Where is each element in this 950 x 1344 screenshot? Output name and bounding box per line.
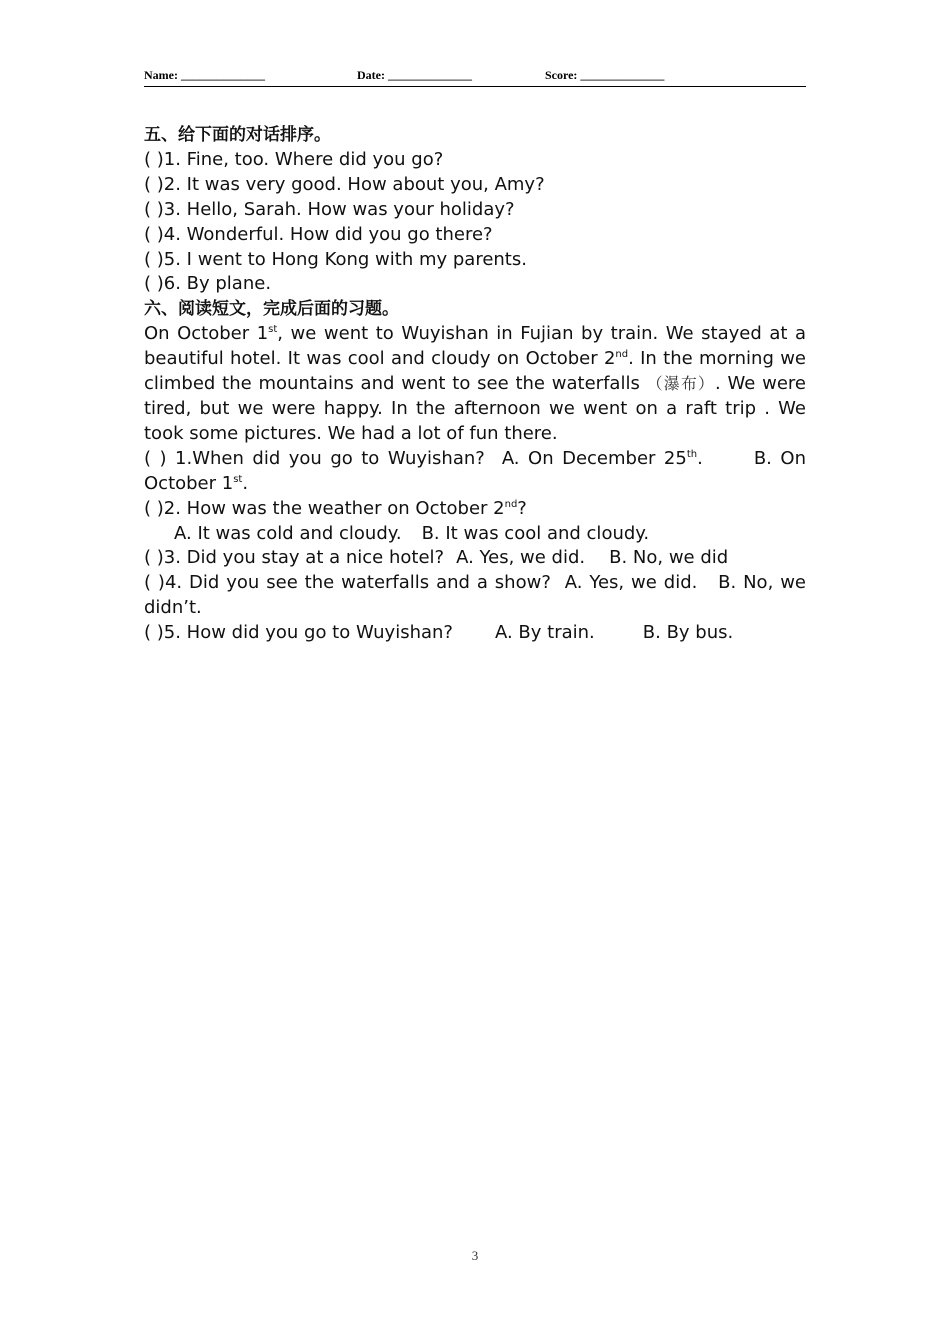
q4-option-b: B. No, we didn’t.: [144, 572, 807, 619]
score-field-label: Score: ______________: [545, 68, 665, 82]
q4-option-a: A. Yes, we did.: [564, 572, 698, 594]
page-number: 3: [471, 1248, 479, 1263]
header-bar: [144, 68, 806, 87]
q3-option-b: B. No, we did: [609, 547, 729, 569]
passage-part-3: . In the morning we climbed the mountains and went to see the waterfalls: [144, 348, 806, 395]
passage-sup-1: st: [268, 324, 278, 336]
section5-item-4: ( )4. Wonderful. How did you go there?: [144, 223, 493, 245]
worksheet-content: [144, 123, 806, 646]
q3-option-a: A. Yes, we did.: [456, 547, 586, 569]
q5-option-b: B. By bus.: [642, 622, 734, 644]
passage-chinese-note: （瀑布）: [646, 374, 715, 394]
reading-passage: [144, 322, 806, 447]
section5-title: 五、给下面的对话排序。: [144, 125, 331, 145]
q1-option-b: B. On October 1: [144, 447, 806, 494]
section5-item-6: ( )6. By plane.: [144, 273, 272, 295]
question-5: [144, 621, 806, 646]
question-1: [144, 447, 806, 497]
q2-stem: ( )2. How was the weather on October 2: [144, 497, 505, 519]
q1-option-b-end: .: [242, 472, 249, 494]
q5-option-a: A. By train.: [494, 622, 595, 644]
q1-option-b-sup: st: [233, 473, 243, 485]
q1-option-a: A. On December 25: [501, 447, 687, 469]
q2-option-a: A. It was cold and cloudy.: [174, 522, 402, 544]
q1-option-a-sup: th: [686, 448, 698, 460]
q5-stem: ( )5. How did you go to Wuyishan?: [144, 622, 453, 644]
q1-option-a-end: .: [697, 447, 703, 469]
section5-item-5: ( )5. I went to Hong Kong with my parents.: [144, 248, 527, 270]
passage-part-4: . We were tired, but we were happy. In the afternoon we went on a raft trip . We took some pictures. We had a lot of fun there.: [144, 373, 806, 444]
question-3: [144, 546, 806, 571]
q2-stem-end: ?: [517, 497, 527, 519]
section5-item-1: ( )1. Fine, too. Where did you go?: [144, 148, 444, 170]
question-2-options: [144, 522, 806, 547]
section5-item-3: ( )3. Hello, Sarah. How was your holiday?: [144, 198, 515, 220]
question-2-stem-line: [144, 497, 806, 522]
section6-title: 六、阅读短文，完成后面的习题。: [144, 299, 399, 320]
q3-stem: ( )3. Did you stay at a nice hotel?: [144, 547, 445, 569]
passage-part-2: , we went to Wuyishan in Fujian by train. We stayed at a beautiful hotel. It was cool and cloudy on October 2: [144, 323, 806, 370]
section5-item-2: ( )2. It was very good. How about you, Amy?: [144, 173, 545, 195]
q2-option-b: B. It was cool and cloudy.: [421, 522, 650, 544]
passage-sup-2: nd: [615, 349, 629, 361]
passage-part-1: On October 1: [144, 323, 269, 345]
q1-stem: ( ) 1.When did you go to Wuyishan?: [144, 447, 485, 469]
date-field-label: Date: ______________: [357, 68, 472, 82]
q4-stem: ( )4. Did you see the waterfalls and a show?: [144, 572, 551, 594]
q2-stem-sup: nd: [504, 498, 518, 510]
name-field-label: Name: ______________: [144, 68, 265, 82]
question-4: [144, 571, 806, 621]
